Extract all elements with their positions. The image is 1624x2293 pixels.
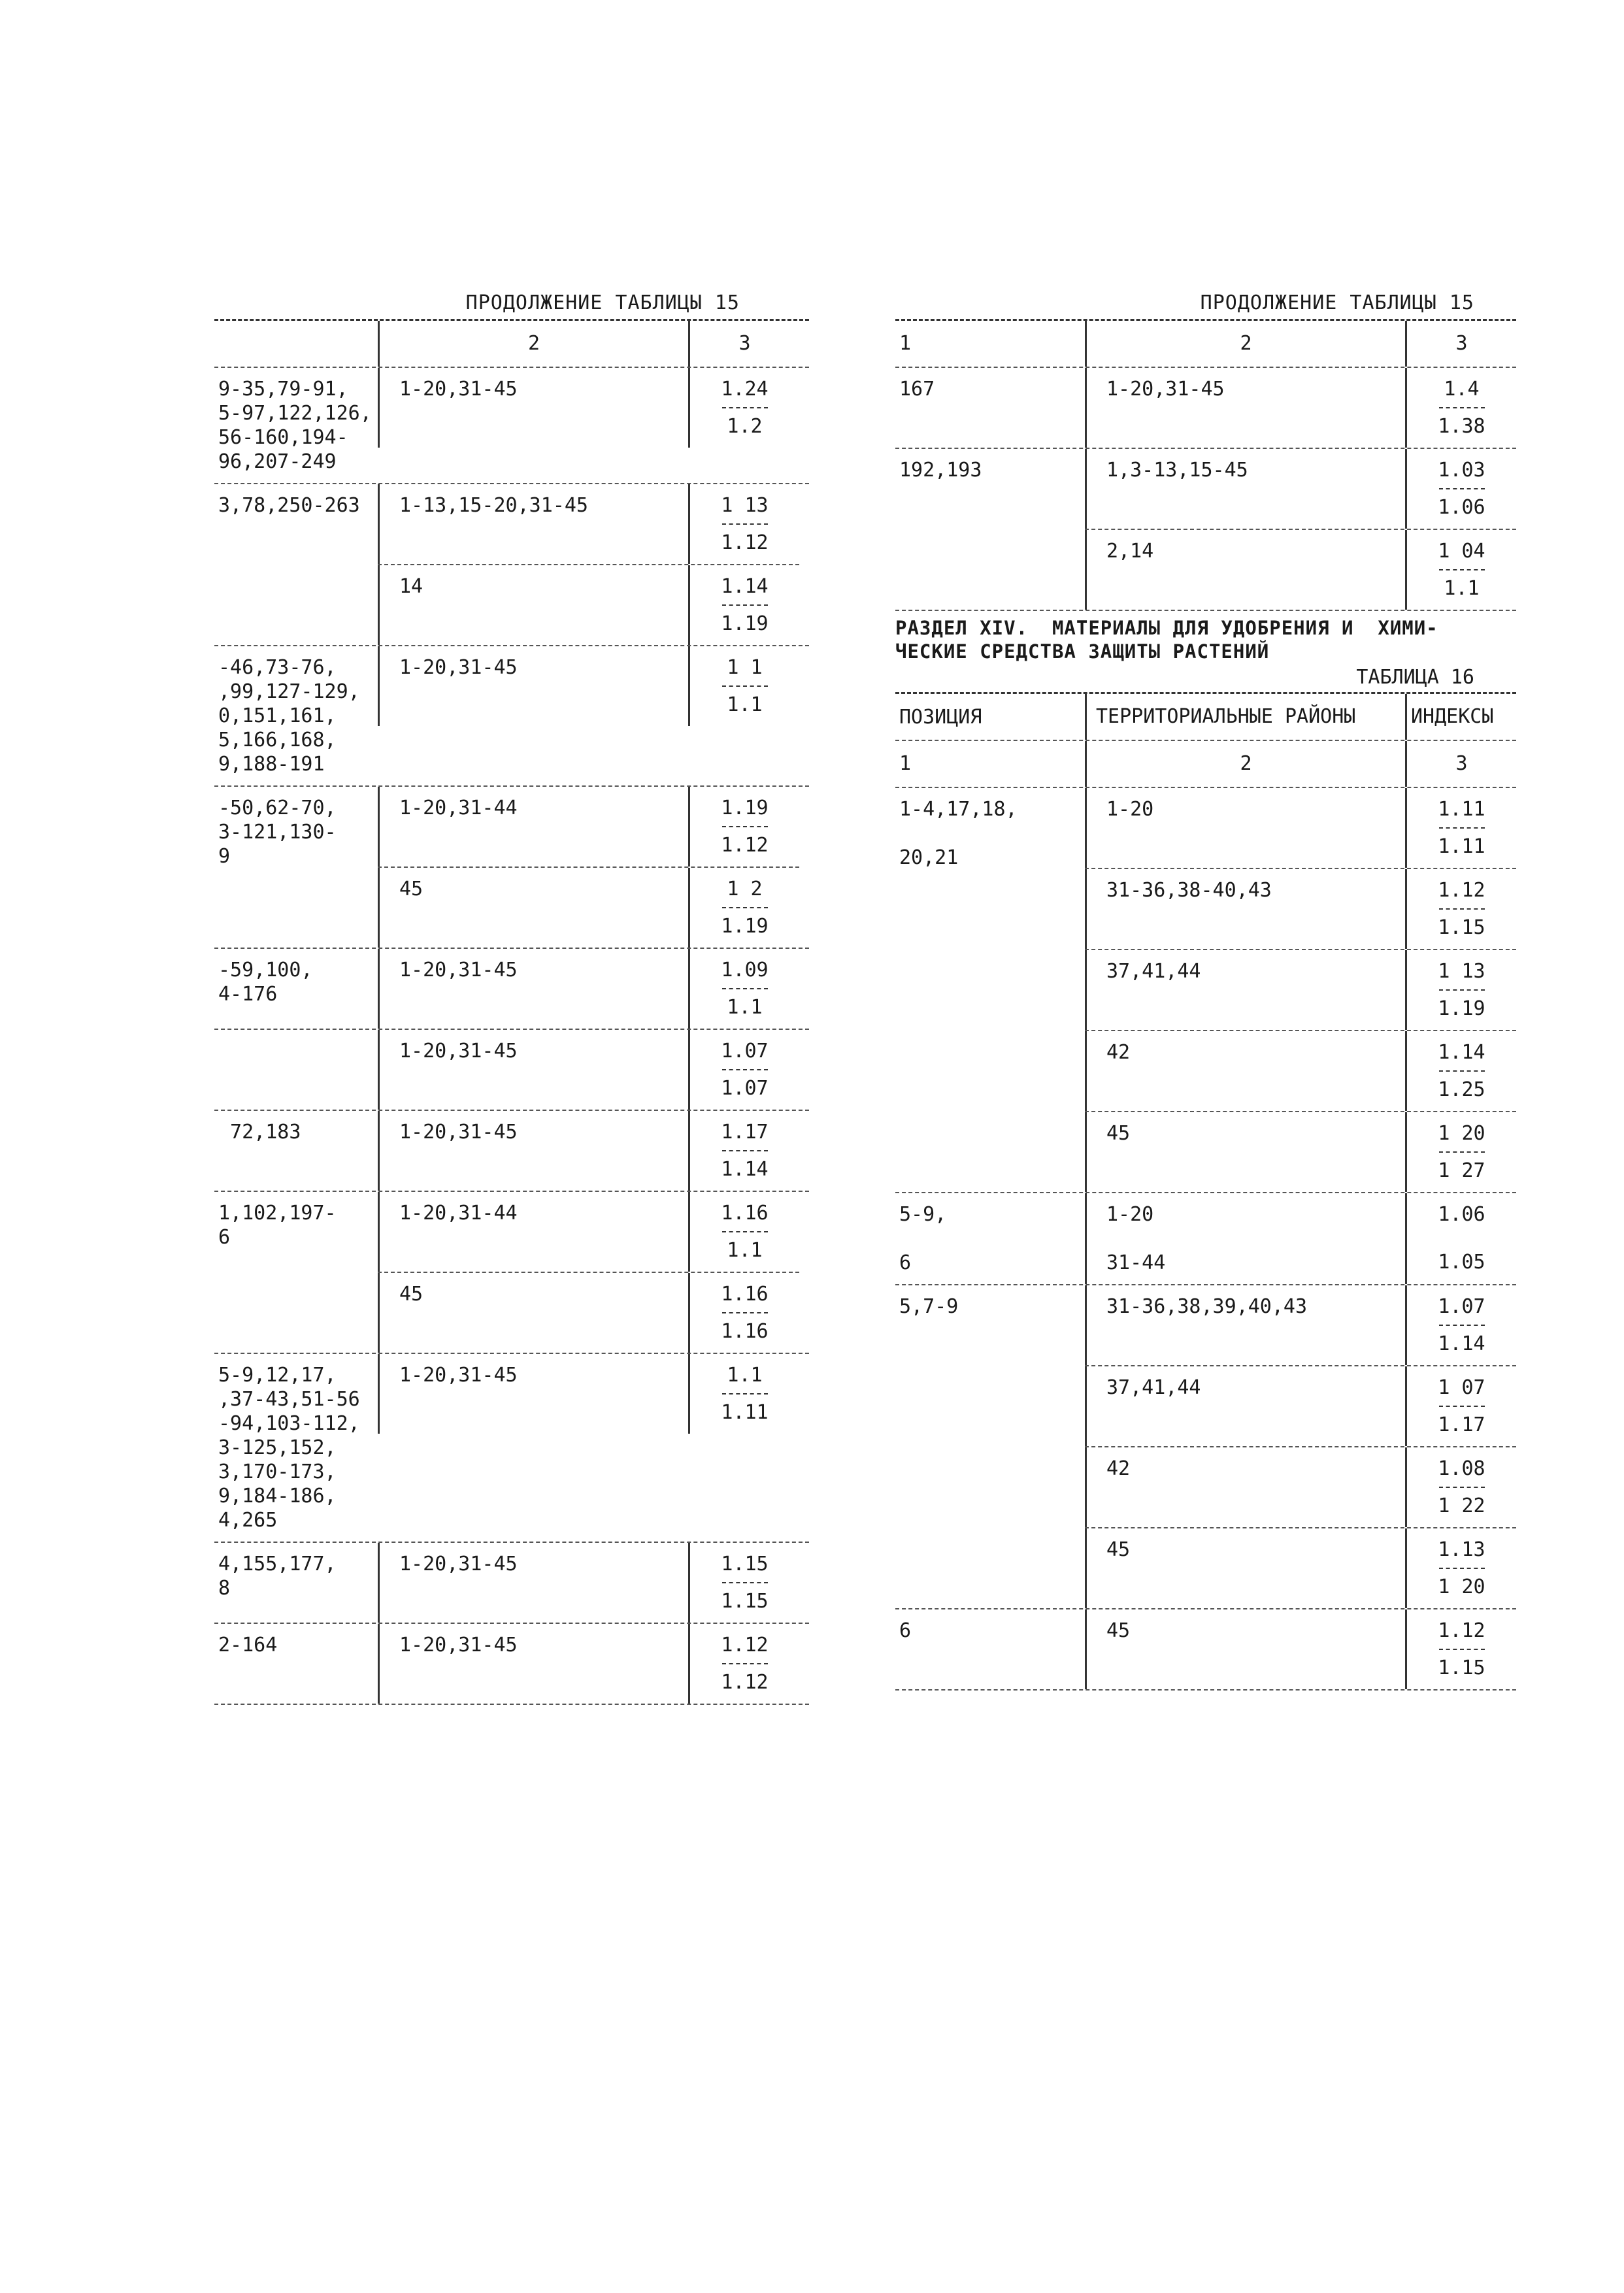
right-table-position-cell: 167 xyxy=(899,378,935,401)
left-table-subrow xyxy=(378,949,799,1029)
left-table-index-fraction xyxy=(690,655,799,717)
table16-subrow xyxy=(1085,1285,1516,1365)
table16-group xyxy=(895,788,1516,1192)
table16-index-divider xyxy=(1439,827,1485,829)
section-title: РАЗДЕЛ XIV. МАТЕРИАЛЫ ДЛЯ УДОБРЕНИЯ И ХИМИ- ЧЕСКИЕ СРЕДСТВА ЗАЩИТЫ РАСТЕНИЙ xyxy=(895,617,1438,663)
left-table-subrow xyxy=(378,484,799,564)
left-continuation-title: ПРОДОЛЖЕНИЕ ТАБЛИЦЫ 15 xyxy=(465,291,740,314)
right-table-index-divider xyxy=(1439,407,1485,408)
left-table-index-bottom: 1.15 xyxy=(721,1590,769,1613)
left-table-index-top: 1.19 xyxy=(721,797,769,819)
table16-index-cell xyxy=(1405,788,1516,868)
left-table-position-cell: 4,155,177, 8 xyxy=(218,1553,337,1600)
table16-header-row xyxy=(895,694,1516,740)
table16-subrow xyxy=(1085,1609,1516,1689)
table16-index-cell xyxy=(1405,869,1516,949)
table16-index-top: 1.08 xyxy=(1438,1457,1485,1480)
table16-subrow xyxy=(1085,869,1516,949)
left-table-index-bottom: 1.12 xyxy=(721,1671,769,1694)
right-header-row xyxy=(895,321,1516,367)
left-table-position-cell: 72,183 xyxy=(218,1121,301,1144)
table16-index-bottom: 1.05 xyxy=(1438,1251,1485,1274)
left-table-index-divider xyxy=(722,604,768,606)
table16-index-bottom: 1.15 xyxy=(1438,916,1485,939)
table16-regions-cell: 1-20 31-44 xyxy=(1085,1193,1405,1284)
left-table-subrow xyxy=(378,1354,799,1434)
left-table-index-cell xyxy=(688,368,799,448)
right-column xyxy=(895,288,1516,1691)
table16-index-bottom: 1.17 xyxy=(1438,1413,1485,1436)
left-table-regions-cell: 1-20,31-45 xyxy=(378,646,688,726)
table16-index-top: 1 13 xyxy=(1438,960,1485,983)
left-table-group-subrows xyxy=(378,1354,799,1542)
left-header-col2: 2 xyxy=(378,321,688,367)
table16-index-divider xyxy=(1439,908,1485,910)
left-table-group xyxy=(214,368,809,483)
left-table-index-fraction xyxy=(690,877,799,938)
table16-subrow xyxy=(1085,1112,1516,1192)
left-table-index-bottom: 1.1 xyxy=(727,1239,763,1262)
right-table-subrow xyxy=(1085,449,1516,529)
left-table-index-divider xyxy=(722,1663,768,1664)
left-table-subrow xyxy=(378,1030,799,1110)
left-table-index-top: 1.17 xyxy=(721,1121,769,1144)
table16-index-top: 1 07 xyxy=(1438,1376,1485,1399)
left-table-index-divider xyxy=(722,407,768,408)
left-table-subrow xyxy=(378,1624,799,1704)
left-table-index-cell xyxy=(688,1192,799,1272)
left-table-group-subrows xyxy=(378,646,799,785)
table16-subrow xyxy=(1085,950,1516,1030)
right-table-group-divider xyxy=(895,610,1516,611)
right-table-subrow xyxy=(1085,530,1516,610)
right-table-index-cell xyxy=(1405,530,1516,610)
left-table-index-divider xyxy=(722,1312,768,1313)
table16-header-regions: ТЕРРИТОРИАЛЬНЫЕ РАЙОНЫ xyxy=(1085,694,1405,740)
left-table-index-divider xyxy=(722,523,768,525)
table16-index-top: 1.14 xyxy=(1438,1041,1485,1064)
left-table-position-cell: 1,102,197- 6 xyxy=(218,1202,337,1249)
left-table-index-fraction xyxy=(690,1282,799,1344)
left-table-index-divider xyxy=(722,826,768,827)
table16-subrow xyxy=(1085,788,1516,868)
left-table-subrow xyxy=(378,1273,799,1353)
right-table-index-divider xyxy=(1439,488,1485,489)
table16-index-top: 1.06 xyxy=(1438,1203,1485,1226)
left-table-index-cell xyxy=(688,1273,799,1353)
left-table-index-bottom: 1.14 xyxy=(721,1158,769,1181)
right-table-index-top: 1 04 xyxy=(1438,540,1485,563)
left-table-index-divider xyxy=(722,1150,768,1151)
right-table-index-bottom: 1.38 xyxy=(1438,415,1485,438)
right-table-group xyxy=(895,449,1516,610)
left-table-index-cell xyxy=(688,1624,799,1704)
left-table-index-bottom: 1.12 xyxy=(721,531,769,554)
left-table-index-bottom: 1.11 xyxy=(721,1401,769,1424)
table16-index-bottom: 1 27 xyxy=(1438,1159,1485,1182)
table16-number-row xyxy=(895,741,1516,787)
table16-index-top: 1.13 xyxy=(1438,1538,1485,1561)
left-table-group xyxy=(214,646,809,785)
table16-regions-cell: 37,41,44 xyxy=(1085,1366,1405,1446)
left-table-group-divider xyxy=(214,1704,809,1705)
table16-index-divider xyxy=(1439,1568,1485,1569)
left-table-index-top: 1.07 xyxy=(721,1040,769,1063)
left-table-index-cell xyxy=(688,484,799,564)
left-table-group-subrows xyxy=(378,368,799,483)
left-table-index-fraction xyxy=(690,1120,799,1181)
table16-regions-cell: 42 xyxy=(1085,1447,1405,1527)
left-table-regions-cell: 14 xyxy=(378,565,688,645)
left-table-subrow xyxy=(378,565,799,645)
table16-regions-cell: 45 xyxy=(1085,1112,1405,1192)
table16-index-bottom: 1 22 xyxy=(1438,1494,1485,1517)
left-table-index-top: 1 13 xyxy=(721,494,769,517)
left-table-index-fraction xyxy=(690,958,799,1019)
table16-index-fraction xyxy=(1407,1202,1516,1274)
right-table-position-cell: 192,193 xyxy=(899,459,982,482)
table16-position-cell: 5,7-9 xyxy=(899,1295,959,1318)
left-table-index-bottom: 1.19 xyxy=(721,612,769,635)
right-table-index-cell xyxy=(1405,449,1516,529)
table16-subrow xyxy=(1085,1366,1516,1446)
table16-index-bottom: 1.11 xyxy=(1438,835,1485,858)
left-table-index-cell xyxy=(688,565,799,645)
table16-group-divider xyxy=(895,1689,1516,1691)
left-table-group-subrows xyxy=(378,1624,799,1704)
right-table-regions-cell: 2,14 xyxy=(1085,530,1405,610)
left-table-subrow xyxy=(378,368,799,448)
left-table-group-subrows xyxy=(378,787,799,948)
left-table-index-cell xyxy=(688,1030,799,1110)
left-table-index-divider xyxy=(722,1231,768,1232)
left-table-index-fraction xyxy=(690,574,799,636)
left-table-index-cell xyxy=(688,787,799,866)
table16-index-fraction xyxy=(1407,1040,1516,1102)
right-table-subrow xyxy=(1085,368,1516,448)
table16-index-cell xyxy=(1405,1528,1516,1608)
left-table-subrow xyxy=(378,1192,799,1272)
left-table-body xyxy=(214,368,809,1705)
right-table-index-fraction xyxy=(1407,539,1516,601)
left-table-group xyxy=(214,1111,809,1191)
table16-index-cell xyxy=(1405,1447,1516,1527)
right-continuation-title: ПРОДОЛЖЕНИЕ ТАБЛИЦЫ 15 xyxy=(1200,291,1474,314)
left-table-group-subrows xyxy=(378,1192,799,1353)
left-header-col3: 3 xyxy=(688,321,799,367)
table16-index-top: 1.11 xyxy=(1438,798,1485,821)
table16-number-col3: 3 xyxy=(1405,741,1516,787)
table16-group xyxy=(895,1609,1516,1689)
left-table-group xyxy=(214,1030,809,1110)
left-table-index-cell xyxy=(688,1543,799,1623)
left-table-index-top: 1 2 xyxy=(727,878,763,900)
right-table-index-top: 1.4 xyxy=(1444,378,1480,401)
left-table-index-top: 1.12 xyxy=(721,1634,769,1657)
left-table-group xyxy=(214,1543,809,1623)
left-table-index-top: 1.09 xyxy=(721,959,769,982)
table16-header-position: ПОЗИЦИЯ xyxy=(899,705,982,729)
left-table-group xyxy=(214,787,809,948)
left-table-index-bottom: 1.1 xyxy=(727,693,763,716)
left-table-index-top: 1 1 xyxy=(727,656,763,679)
right-table-index-divider xyxy=(1439,569,1485,570)
left-header-col1 xyxy=(214,321,378,367)
table16-index-bottom: 1.14 xyxy=(1438,1332,1485,1355)
table16-subrow xyxy=(1085,1193,1516,1284)
table16-position-cell: 5-9, 6 xyxy=(899,1203,947,1274)
left-table-index-bottom: 1.2 xyxy=(727,415,763,438)
table16-index-fraction xyxy=(1407,1295,1516,1356)
table16-group-subrows xyxy=(1085,1285,1516,1608)
left-table-index-fraction xyxy=(690,796,799,857)
left-table-index-fraction xyxy=(690,1363,799,1425)
table16-index-divider xyxy=(1439,989,1485,991)
left-table-index-fraction xyxy=(690,1039,799,1100)
left-table-index-top: 1.14 xyxy=(721,575,769,598)
left-table-index-bottom: 1.1 xyxy=(727,996,763,1019)
table16-index-cell xyxy=(1405,1031,1516,1111)
table16-index-fraction xyxy=(1407,959,1516,1021)
table16-index-fraction xyxy=(1407,878,1516,940)
table16-index-top: 1 20 xyxy=(1438,1122,1485,1145)
left-table-regions-cell: 1-20,31-45 xyxy=(378,1354,688,1434)
table16-index-bottom: 1.19 xyxy=(1438,997,1485,1020)
table16-index-divider xyxy=(1439,1070,1485,1072)
left-table-position-cell: -50,62-70, 3-121,130- 9 xyxy=(218,797,337,868)
left-table-regions-cell: 1-20,31-45 xyxy=(378,1030,688,1110)
left-table-index-bottom: 1.19 xyxy=(721,915,769,938)
table16-index-bottom: 1.25 xyxy=(1438,1078,1485,1101)
table16-header-indices: ИНДЕКСЫ xyxy=(1405,694,1516,740)
table16-index-fraction xyxy=(1407,797,1516,859)
left-table-subrow xyxy=(378,1543,799,1623)
left-table-position-cell: 3,78,250-263 xyxy=(218,494,360,517)
left-table-index-divider xyxy=(722,907,768,908)
table16-index-cell xyxy=(1405,1193,1516,1284)
left-table-regions-cell: 1-20,31-45 xyxy=(378,1111,688,1191)
left-table-group xyxy=(214,1354,809,1542)
table16-regions-cell: 31-36,38-40,43 xyxy=(1085,869,1405,949)
left-table-index-fraction xyxy=(690,1201,799,1262)
table16-index-cell xyxy=(1405,1112,1516,1192)
left-table-index-cell xyxy=(688,1111,799,1191)
left-table-subrow xyxy=(378,868,799,948)
table16-index-cell xyxy=(1405,1366,1516,1446)
table16-regions-cell: 31-36,38,39,40,43 xyxy=(1085,1285,1405,1365)
right-table-index-fraction xyxy=(1407,377,1516,438)
table16-group-subrows xyxy=(1085,1193,1516,1284)
left-table-index-top: 1.24 xyxy=(721,378,769,401)
right-table-body xyxy=(895,368,1516,611)
left-table-subrow xyxy=(378,646,799,726)
table16-index-cell xyxy=(1405,950,1516,1030)
left-table-group xyxy=(214,949,809,1029)
table16-index-top: 1.12 xyxy=(1438,1619,1485,1642)
table16-group xyxy=(895,1193,1516,1284)
right-table-group-subrows xyxy=(1085,449,1516,610)
table16-number-col1: 1 xyxy=(899,752,912,775)
left-table-group xyxy=(214,484,809,645)
left-table-index-bottom: 1.12 xyxy=(721,834,769,857)
left-table-position-cell: -46,73-76, ,99,127-129, 0,151,161, 5,166,168, 9,188-191 xyxy=(218,656,360,776)
table16-group-subrows xyxy=(1085,788,1516,1192)
left-table-index-bottom: 1.07 xyxy=(721,1077,769,1100)
left-table-regions-cell: 1-20,31-45 xyxy=(378,1543,688,1623)
table16-index-divider xyxy=(1439,1487,1485,1488)
right-table-regions-cell: 1-20,31-45 xyxy=(1085,368,1405,448)
right-table-group-subrows xyxy=(1085,368,1516,448)
left-table-index-bottom: 1.16 xyxy=(721,1320,769,1343)
table16-index-fraction xyxy=(1407,1457,1516,1518)
left-table-position-cell xyxy=(214,1030,378,1110)
table16-body xyxy=(895,788,1516,1691)
left-table-regions-cell: 1-20,31-44 xyxy=(378,787,688,866)
table16-number-col2: 2 xyxy=(1085,741,1405,787)
left-table-index-fraction xyxy=(690,1633,799,1694)
table16-regions-cell: 1-20 xyxy=(1085,788,1405,868)
table16-regions-cell: 42 xyxy=(1085,1031,1405,1111)
right-header-col3: 3 xyxy=(1405,321,1516,367)
left-table-index-fraction xyxy=(690,377,799,438)
table16-index-divider xyxy=(1439,1151,1485,1153)
left-table-position-cell: 5-9,12,17, ,37-43,51-56 -94,103-112, 3-125,152, 3,170-173, 9,184-186, 4,265 xyxy=(218,1364,360,1532)
left-table-group-subrows xyxy=(378,1030,799,1110)
table16-subrow xyxy=(1085,1528,1516,1608)
table16-subrow xyxy=(1085,1447,1516,1527)
right-header-col2: 2 xyxy=(1085,321,1405,367)
table16-index-top: 1.07 xyxy=(1438,1295,1485,1318)
left-column xyxy=(214,288,809,1705)
table16-index-fraction xyxy=(1407,1376,1516,1437)
table16-index-cell xyxy=(1405,1285,1516,1365)
left-table-index-divider xyxy=(722,988,768,989)
table16-index-fraction xyxy=(1407,1619,1516,1680)
left-table-index-divider xyxy=(722,1069,768,1070)
left-table-regions-cell: 1-20,31-45 xyxy=(378,368,688,448)
table16-title: ТАБЛИЦА 16 xyxy=(1356,666,1474,689)
left-table-subrow xyxy=(378,1111,799,1191)
left-table-index-cell xyxy=(688,1354,799,1434)
table16-regions-cell: 37,41,44 xyxy=(1085,950,1405,1030)
left-table-index-divider xyxy=(722,1393,768,1394)
table16-index-cell xyxy=(1405,1609,1516,1689)
left-table-position-cell: -59,100, 4-176 xyxy=(218,959,313,1006)
right-table-index-bottom: 1.1 xyxy=(1444,577,1480,600)
right-header-col1: 1 xyxy=(899,332,912,355)
left-table-index-cell xyxy=(688,646,799,726)
table16-position-cell: 1-4,17,18, 20,21 xyxy=(899,798,1018,869)
left-table-index-cell xyxy=(688,949,799,1029)
left-table-index-top: 1.1 xyxy=(727,1364,763,1387)
right-table-index-top: 1.03 xyxy=(1438,459,1485,482)
table16-subrow xyxy=(1085,1031,1516,1111)
right-table-index-cell xyxy=(1405,368,1516,448)
left-table-index-divider xyxy=(722,685,768,687)
table16-index-fraction xyxy=(1407,1121,1516,1183)
left-table-regions-cell: 1-20,31-45 xyxy=(378,949,688,1029)
left-table-index-cell xyxy=(688,868,799,948)
right-table-index-fraction xyxy=(1407,458,1516,520)
left-table-group xyxy=(214,1624,809,1704)
right-table-index-bottom: 1.06 xyxy=(1438,496,1485,519)
left-table-index-divider xyxy=(722,1582,768,1583)
left-table-group-subrows xyxy=(378,1111,799,1191)
table16-position-cell: 6 xyxy=(899,1619,912,1642)
table16-group xyxy=(895,1285,1516,1608)
left-table-regions-cell: 1-20,31-45 xyxy=(378,1624,688,1704)
left-table-regions-cell: 45 xyxy=(378,868,688,948)
left-table-index-fraction xyxy=(690,1552,799,1613)
table16-index-bottom: 1 20 xyxy=(1438,1575,1485,1598)
left-table-regions-cell: 1-20,31-44 xyxy=(378,1192,688,1272)
table16-index-fraction xyxy=(1407,1538,1516,1599)
left-table-index-top: 1.16 xyxy=(721,1202,769,1225)
right-table-regions-cell: 1,3-13,15-45 xyxy=(1085,449,1405,529)
left-table-position-cell: 9-35,79-91, 5-97,122,126, 56-160,194- 96,207-249 xyxy=(218,378,372,473)
left-table-group-subrows xyxy=(378,484,799,645)
left-table-index-fraction xyxy=(690,493,799,555)
table16-group-subrows xyxy=(1085,1609,1516,1689)
left-table-group xyxy=(214,1192,809,1353)
left-table-group-subrows xyxy=(378,1543,799,1623)
left-table-group-subrows xyxy=(378,949,799,1029)
table16-index-top: 1.12 xyxy=(1438,879,1485,902)
right-table-group xyxy=(895,368,1516,448)
table16-index-divider xyxy=(1439,1406,1485,1407)
table16-index-divider xyxy=(1439,1649,1485,1650)
table16-index-bottom: 1.15 xyxy=(1438,1657,1485,1679)
left-table-index-top: 1.16 xyxy=(721,1283,769,1306)
table16-index-divider xyxy=(1439,1325,1485,1326)
left-table-position-cell: 2-164 xyxy=(218,1634,278,1657)
table16-regions-cell: 45 xyxy=(1085,1528,1405,1608)
table16-regions-cell: 45 xyxy=(1085,1609,1405,1689)
left-table-subrow xyxy=(378,787,799,866)
left-table-index-top: 1.15 xyxy=(721,1553,769,1575)
left-table-regions-cell: 45 xyxy=(378,1273,688,1353)
left-header-row xyxy=(214,321,809,367)
left-table-regions-cell: 1-13,15-20,31-45 xyxy=(378,484,688,564)
